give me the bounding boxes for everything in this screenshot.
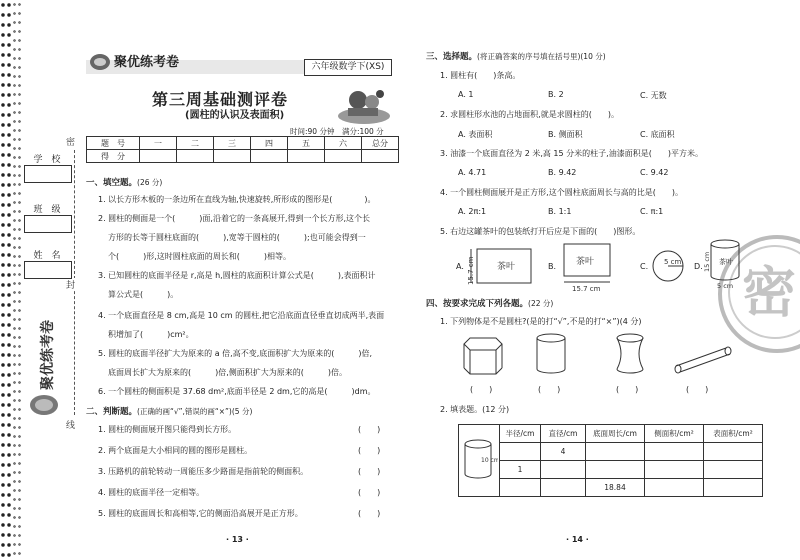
s2-item: 2. 两个底面是大小相同的圆的图形是圆柱。	[98, 446, 253, 455]
s3-question: 3. 油漆一个底面直径为 2 米,高 15 分米的柱子,油漆面积是( )平方米。	[440, 149, 703, 158]
fill-cell[interactable]: 1	[500, 461, 541, 479]
table-cylinder-h: 10 cm	[481, 456, 498, 464]
figure-d-top	[711, 240, 739, 248]
score-table-header-row	[87, 137, 399, 150]
s2-answer-paren[interactable]: ( )	[358, 467, 381, 476]
table-cylinder-icon	[460, 430, 498, 490]
s1-line: 个( )形,这时圆柱底面的周长和( )相等。	[108, 252, 292, 261]
page-subtitle: (圆柱的认识及表面积)	[185, 110, 285, 121]
score-cell[interactable]	[325, 150, 362, 163]
fill-cell[interactable]	[645, 443, 704, 461]
shape-hexagonal-prism	[462, 334, 504, 376]
fill-cell[interactable]	[586, 443, 645, 461]
s2-item: 3. 压路机的前轮转动一周能压多少路面是指前轮的侧面积。	[98, 467, 309, 476]
score-table-row	[87, 150, 399, 163]
section1-heading	[86, 176, 162, 188]
figure-d-text: 茶叶	[719, 258, 733, 266]
s4-q2: 2. 填表题。(12 分)	[440, 405, 510, 414]
s1-line: 5. 圆柱的底面半径扩大为原来的 a 倍,高不变,底面积扩大为原来的( )倍,	[98, 349, 373, 358]
figure-b-bottom-label: 15.7 cm	[572, 285, 601, 292]
fill-cell[interactable]: 18.84	[586, 479, 645, 497]
figure-b-wrapper	[558, 242, 618, 292]
s2-item: 5. 圆柱的底面周长和高相等,它的侧面沿高展开是正方形。	[98, 509, 303, 518]
s3-option[interactable]: A.	[456, 262, 464, 271]
fill-header-cell: 半径/cm	[500, 425, 541, 443]
fill-table-row	[459, 479, 763, 497]
fill-cell[interactable]	[704, 479, 763, 497]
fill-cell[interactable]	[704, 461, 763, 479]
s3-question: 2. 求圆柱形水池的占地面积,就是求圆柱的( )。	[440, 110, 619, 119]
figure-d-d-label: 5 cm	[717, 282, 734, 290]
score-cell[interactable]	[214, 150, 251, 163]
s3-option[interactable]: C.	[640, 262, 649, 271]
fill-header-cell: 底面周长/cm	[586, 425, 645, 443]
shape-tilted-tube	[670, 344, 736, 374]
score-header-cell: 五	[288, 137, 325, 150]
score-header-cell: 六	[325, 137, 362, 150]
shape-cylinder	[534, 332, 568, 376]
s2-answer-paren[interactable]: ( )	[358, 425, 381, 434]
class-field[interactable]	[24, 215, 72, 233]
s1-line: 底面周长扩大为原来的( )倍,侧面积扩大为原来的( )倍。	[108, 368, 348, 377]
binding-dots-inner	[12, 0, 22, 560]
section2-title: 二、判断题。	[86, 407, 138, 417]
s1-line: 方形的长等于圆柱底面的( ),宽等于圆柱的( );也可能会得到一	[108, 233, 366, 242]
s1-line: 4. 一个底面直径是 8 cm,高是 10 cm 的圆柱,把它沿底面直径垂直切成两半,表面	[98, 311, 385, 320]
brand-logo	[88, 46, 208, 76]
score-header-cell: 四	[251, 137, 288, 150]
fill-cell[interactable]	[586, 461, 645, 479]
figure-a-wrapper	[463, 245, 535, 289]
s2-item: 1. 圆柱的侧面展开图只能得到长方形。	[98, 425, 237, 434]
score-table	[86, 136, 399, 163]
fill-table-figure-cell	[459, 425, 500, 497]
s2-answer-paren[interactable]: ( )	[358, 446, 381, 455]
s3-option[interactable]: A. 4.71	[458, 168, 487, 177]
s2-item: 4. 圆柱的底面半径一定相等。	[98, 488, 205, 497]
fill-cell[interactable]	[541, 479, 586, 497]
page-number-left: · 13 ·	[226, 535, 249, 544]
s3-option[interactable]: A. 2π:1	[458, 207, 487, 216]
brand-vertical-text: 聚优练考卷	[40, 320, 56, 390]
s1-line: 1. 以长方形木板的一条边所在直线为轴,快速旋转,所形成的图形是( )。	[98, 195, 376, 204]
watermark-text: 密	[742, 261, 796, 324]
s4-q1-paren[interactable]: ( )	[538, 385, 561, 394]
score-cell[interactable]	[177, 150, 214, 163]
page-title: 第三周基础测评卷	[152, 90, 289, 109]
fill-table-row	[459, 461, 763, 479]
figure-d-wrapper	[703, 238, 745, 290]
figure-a-text: 茶叶	[497, 262, 516, 272]
s3-option[interactable]: C. 9.42	[640, 168, 669, 177]
school-label: 学 校	[33, 155, 61, 165]
fill-cell[interactable]	[500, 443, 541, 461]
fill-cell[interactable]	[704, 443, 763, 461]
figure-c-r-label: 5 cm	[664, 258, 682, 266]
mascot-illustration	[336, 82, 392, 126]
binding-dots	[0, 0, 12, 560]
s3-option[interactable]: D.	[694, 262, 703, 271]
s3-option[interactable]: C. π:1	[640, 207, 664, 216]
s4-q1: 1. 下列物体是不是圆柱?(是的打“√”,不是的打“×”)(4 分)	[440, 317, 642, 326]
fill-header-cell: 表面积/cm²	[704, 425, 763, 443]
fill-cell[interactable]	[541, 461, 586, 479]
section4-heading	[426, 297, 553, 309]
grade-label: 六年级数学下(XS)	[304, 59, 392, 76]
class-label: 班 级	[33, 205, 61, 215]
s1-line: 算公式是( )。	[108, 290, 179, 299]
brand-text: 聚优练考卷	[114, 55, 180, 70]
school-field[interactable]	[24, 165, 72, 183]
s2-answer-paren[interactable]: ( )	[358, 488, 381, 497]
section4-score: (22 分)	[528, 299, 554, 308]
fill-cell[interactable]: 4	[541, 443, 586, 461]
score-cell[interactable]	[251, 150, 288, 163]
s4-q1-paren[interactable]: ( )	[686, 385, 709, 394]
score-cell[interactable]	[362, 150, 399, 163]
fill-cell[interactable]	[645, 479, 704, 497]
brand-logo-vertical	[22, 310, 70, 420]
figure-d-bottom	[711, 276, 739, 280]
s3-option[interactable]: C. 底面积	[640, 130, 675, 139]
fill-cell[interactable]	[645, 461, 704, 479]
fill-table	[458, 424, 763, 497]
section3-note: (将正确答案的序号填在括号里)(10 分)	[477, 52, 606, 61]
s1-line: 3. 已知圆柱的底面半径是 r,高是 h,圆柱的底面积计算公式是( ),表面积计	[98, 271, 376, 280]
fill-header-cell: 侧面积/cm²	[645, 425, 704, 443]
fill-header-cell: 直径/cm	[541, 425, 586, 443]
s3-option[interactable]: A. 表面积	[458, 130, 493, 139]
s2-answer-paren[interactable]: ( )	[358, 509, 381, 518]
s3-question: 5. 右边这罐茶叶的包装纸打开后应是下面的( )图形。	[440, 227, 641, 236]
fill-table-row	[459, 443, 763, 461]
score-cell[interactable]	[288, 150, 325, 163]
s3-option[interactable]: B. 9.42	[548, 168, 577, 177]
s1-line: 6. 一个圆柱的侧面积是 37.68 dm²,底面半径是 2 dm,它的高是( )dm。	[98, 387, 376, 396]
score-header-cell: 题 号	[87, 137, 140, 150]
figure-c-wrapper	[650, 248, 690, 284]
score-row-label: 得 分	[87, 150, 140, 163]
seal-char-3: 线	[66, 418, 75, 431]
fill-table-header	[459, 425, 763, 443]
section2-heading	[86, 405, 252, 417]
s1-line: 2. 圆柱的侧面是一个( )面,沿着它的一条高展开,得到一个长方形,这个长	[98, 214, 371, 223]
figure-a-side-label: 15.7 cm	[467, 256, 475, 285]
s1-line: 积增加了( )cm²。	[108, 330, 194, 339]
score-header-cell: 总分	[362, 137, 399, 150]
score-header-cell: 二	[177, 137, 214, 150]
s3-option[interactable]: C. 无数	[640, 91, 667, 100]
score-header-cell: 一	[140, 137, 177, 150]
fill-cell[interactable]	[500, 479, 541, 497]
section3-heading	[426, 50, 606, 62]
s3-question: 4. 一个圆柱侧面展开是正方形,这个圆柱底面周长与高的比是( )。	[440, 188, 683, 197]
time-info: 时间:90 分钟 满分:100 分	[290, 127, 384, 136]
s3-option[interactable]: B.	[548, 262, 557, 271]
figure-d-h-label: 15 cm	[703, 251, 711, 272]
section4-title: 四、按要求完成下列各题。	[426, 299, 529, 309]
section1-score: (26 分)	[137, 178, 163, 187]
section1-title: 一、填空题。	[86, 178, 138, 188]
score-header-cell: 三	[214, 137, 251, 150]
shape-waisted-cylinder	[613, 332, 647, 376]
s4-q1-paren[interactable]: ( )	[616, 385, 639, 394]
s4-q1-paren[interactable]: ( )	[470, 385, 493, 394]
score-cell[interactable]	[140, 150, 177, 163]
s3-question: 1. 圆柱有( )条高。	[440, 71, 521, 80]
section2-note: (正确的画“√”,错误的画“×”)(5 分)	[137, 407, 253, 416]
s3-option[interactable]: B. 侧面积	[548, 130, 583, 139]
name-field[interactable]	[24, 261, 72, 279]
s3-option[interactable]: B. 1:1	[548, 207, 572, 216]
s3-option[interactable]: A. 1	[458, 90, 474, 99]
s3-option[interactable]: B. 2	[548, 90, 564, 99]
seal-char-2: 封	[66, 278, 75, 291]
section3-title: 三、选择题。	[426, 52, 478, 62]
page-number-right: · 14 ·	[566, 535, 589, 544]
figure-b-text: 茶叶	[576, 257, 595, 267]
name-label: 姓 名	[33, 251, 61, 261]
seal-char-1: 密	[66, 135, 75, 148]
